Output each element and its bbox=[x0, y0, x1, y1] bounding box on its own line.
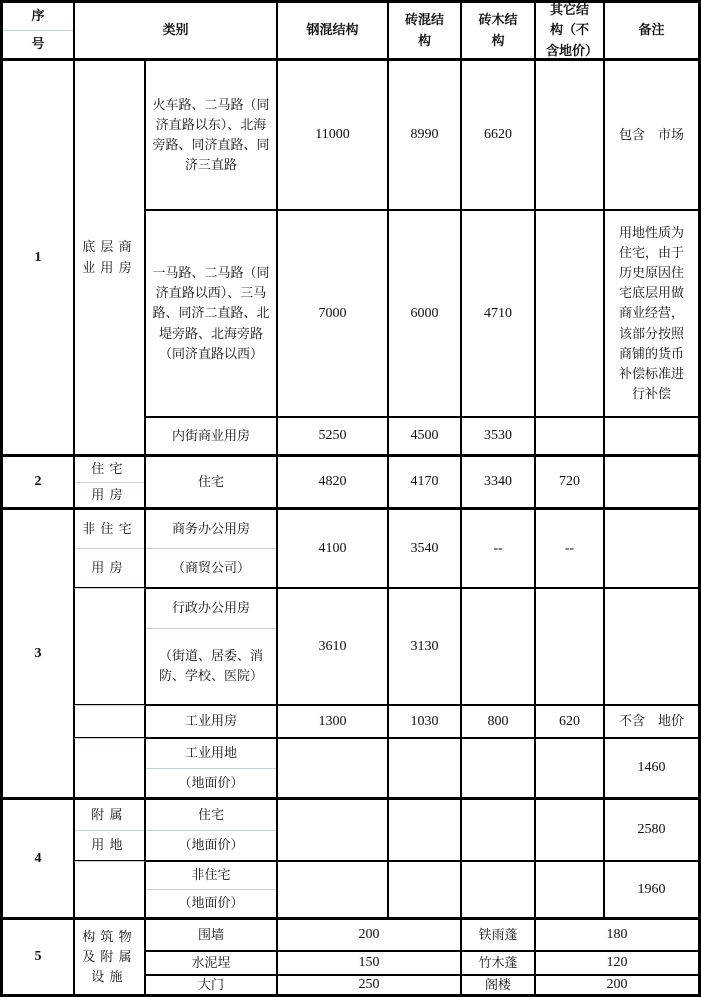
s3-category-empty-2 bbox=[74, 705, 145, 738]
s1-r3-steel: 5250 bbox=[277, 417, 388, 455]
s5-r1-label: 围墙 bbox=[145, 918, 277, 951]
header-serial-top: 序 bbox=[31, 8, 45, 24]
s2-r1-brick-concrete: 4170 bbox=[388, 455, 461, 508]
s3-category-empty-1 bbox=[74, 588, 145, 705]
s1-r1-brick-wood: 6620 bbox=[461, 59, 535, 210]
s4-r1-steel bbox=[277, 798, 388, 861]
s5-serial: 5 bbox=[2, 918, 74, 995]
s4-r2-brick-concrete bbox=[388, 861, 461, 918]
s1-r3-remark bbox=[604, 417, 699, 455]
s4-r1-brick-concrete bbox=[388, 798, 461, 861]
s5-r2-label: 水泥埕 bbox=[145, 951, 277, 975]
s3-r3-brick-concrete: 1030 bbox=[388, 705, 461, 738]
s3-r1-brick-wood: -- bbox=[461, 508, 535, 588]
s3-r3-label: 工业用房 bbox=[145, 705, 277, 738]
s1-r1-steel: 11000 bbox=[277, 59, 388, 210]
s4-category-empty bbox=[74, 861, 145, 918]
s1-r1-brick-concrete: 8990 bbox=[388, 59, 461, 210]
s5-category: 构筑物及附属设施 bbox=[74, 918, 145, 995]
s2-r1-label: 住宅 bbox=[145, 455, 277, 508]
header-serial-bottom: 号 bbox=[3, 30, 73, 58]
s4-category: 附属 用地 bbox=[74, 798, 145, 861]
s4-r1-other bbox=[535, 798, 604, 861]
s5-r2-value: 150 bbox=[277, 951, 461, 975]
s5-r2-label2: 竹木蓬 bbox=[461, 951, 535, 975]
s3-serial: 3 bbox=[2, 508, 74, 798]
s3-r1-other: -- bbox=[535, 508, 604, 588]
s2-category: 住宅 用房 bbox=[74, 455, 145, 508]
header-brick-concrete: 砖混结构 bbox=[388, 2, 461, 59]
s3-category: 非住宅 用房 bbox=[74, 508, 145, 588]
header-brick-wood: 砖木结构 bbox=[461, 2, 535, 59]
header-steel-concrete: 钢混结构 bbox=[277, 2, 388, 59]
s3-r1-brick-concrete: 3540 bbox=[388, 508, 461, 588]
s1-serial: 1 bbox=[2, 59, 74, 455]
s4-r2-steel bbox=[277, 861, 388, 918]
s5-r3-value2: 200 bbox=[535, 975, 699, 995]
s5-r1-label2: 铁雨蓬 bbox=[461, 918, 535, 951]
s2-r1-remark bbox=[604, 455, 699, 508]
s1-r2-remark: 用地性质为住宅，由于历史原因住宅底层用做商业经营，该部分按照商铺的货币补偿标准进行补偿 bbox=[604, 210, 699, 417]
s1-r3-label: 内街商业用房 bbox=[145, 417, 277, 455]
s3-r4-other bbox=[535, 738, 604, 798]
s1-r3-other bbox=[535, 417, 604, 455]
s5-r3-label2: 阁楼 bbox=[461, 975, 535, 995]
s2-serial: 2 bbox=[2, 455, 74, 508]
header-serial bbox=[2, 2, 74, 59]
s3-r4-remark: 1460 bbox=[604, 738, 699, 798]
s3-r3-other: 620 bbox=[535, 705, 604, 738]
s4-r1-label: 住宅 （地面价） bbox=[145, 798, 277, 861]
s2-r1-brick-wood: 3340 bbox=[461, 455, 535, 508]
s1-r1-other bbox=[535, 59, 604, 210]
s3-category-empty-3 bbox=[74, 738, 145, 798]
s1-r2-other bbox=[535, 210, 604, 417]
header-category: 类别 bbox=[74, 2, 277, 59]
s5-r2-value2: 120 bbox=[535, 951, 699, 975]
s5-r3-label: 大门 bbox=[145, 975, 277, 995]
s2-r1-steel: 4820 bbox=[277, 455, 388, 508]
s1-r2-steel: 7000 bbox=[277, 210, 388, 417]
s4-r2-remark: 1960 bbox=[604, 861, 699, 918]
s3-r1-remark bbox=[604, 508, 699, 588]
s3-r2-brick-concrete: 3130 bbox=[388, 588, 461, 705]
s1-r1-remark: 包含 市场 bbox=[604, 59, 699, 210]
s5-r1-value: 200 bbox=[277, 918, 461, 951]
header-remark: 备注 bbox=[604, 2, 699, 59]
s3-r2-steel: 3610 bbox=[277, 588, 388, 705]
s5-r3-value: 250 bbox=[277, 975, 461, 995]
s1-r1-label: 火车路、二马路（同济直路以东）、北海旁路、同济直路、同济三直路 bbox=[145, 59, 277, 210]
s3-r3-remark: 不含 地价 bbox=[604, 705, 699, 738]
s4-r2-brick-wood bbox=[461, 861, 535, 918]
s3-r4-brick-wood bbox=[461, 738, 535, 798]
s3-r1-steel: 4100 bbox=[277, 508, 388, 588]
s3-r1-label: 商务办公用房 （商贸公司） bbox=[145, 508, 277, 588]
s1-r2-brick-concrete: 6000 bbox=[388, 210, 461, 417]
s3-r3-steel: 1300 bbox=[277, 705, 388, 738]
header-other-structure: 其它结构（不含地价） bbox=[535, 2, 604, 59]
s4-r2-label: 非住宅 （地面价） bbox=[145, 861, 277, 918]
s3-r4-label: 工业用地 （地面价） bbox=[145, 738, 277, 798]
s3-r3-brick-wood: 800 bbox=[461, 705, 535, 738]
s4-r1-brick-wood bbox=[461, 798, 535, 861]
s3-r4-brick-concrete bbox=[388, 738, 461, 798]
s1-category: 底层商业用房 bbox=[74, 59, 145, 455]
s3-r2-remark bbox=[604, 588, 699, 705]
s1-r3-brick-concrete: 4500 bbox=[388, 417, 461, 455]
s4-r1-remark: 2580 bbox=[604, 798, 699, 861]
s1-r2-brick-wood: 4710 bbox=[461, 210, 535, 417]
s3-r4-steel bbox=[277, 738, 388, 798]
s4-serial: 4 bbox=[2, 798, 74, 918]
s3-r2-other bbox=[535, 588, 604, 705]
s5-r1-value2: 180 bbox=[535, 918, 699, 951]
s3-r2-brick-wood bbox=[461, 588, 535, 705]
s2-r1-other: 720 bbox=[535, 455, 604, 508]
s1-r3-brick-wood: 3530 bbox=[461, 417, 535, 455]
s1-r2-label: 一马路、二马路（同济直路以西）、三马路、同济二直路、北堤旁路、北海旁路（同济直路以西） bbox=[145, 210, 277, 417]
s3-r2-label: 行政办公用房 （街道、居委、消防、学校、医院） bbox=[145, 588, 277, 705]
s4-r2-other bbox=[535, 861, 604, 918]
